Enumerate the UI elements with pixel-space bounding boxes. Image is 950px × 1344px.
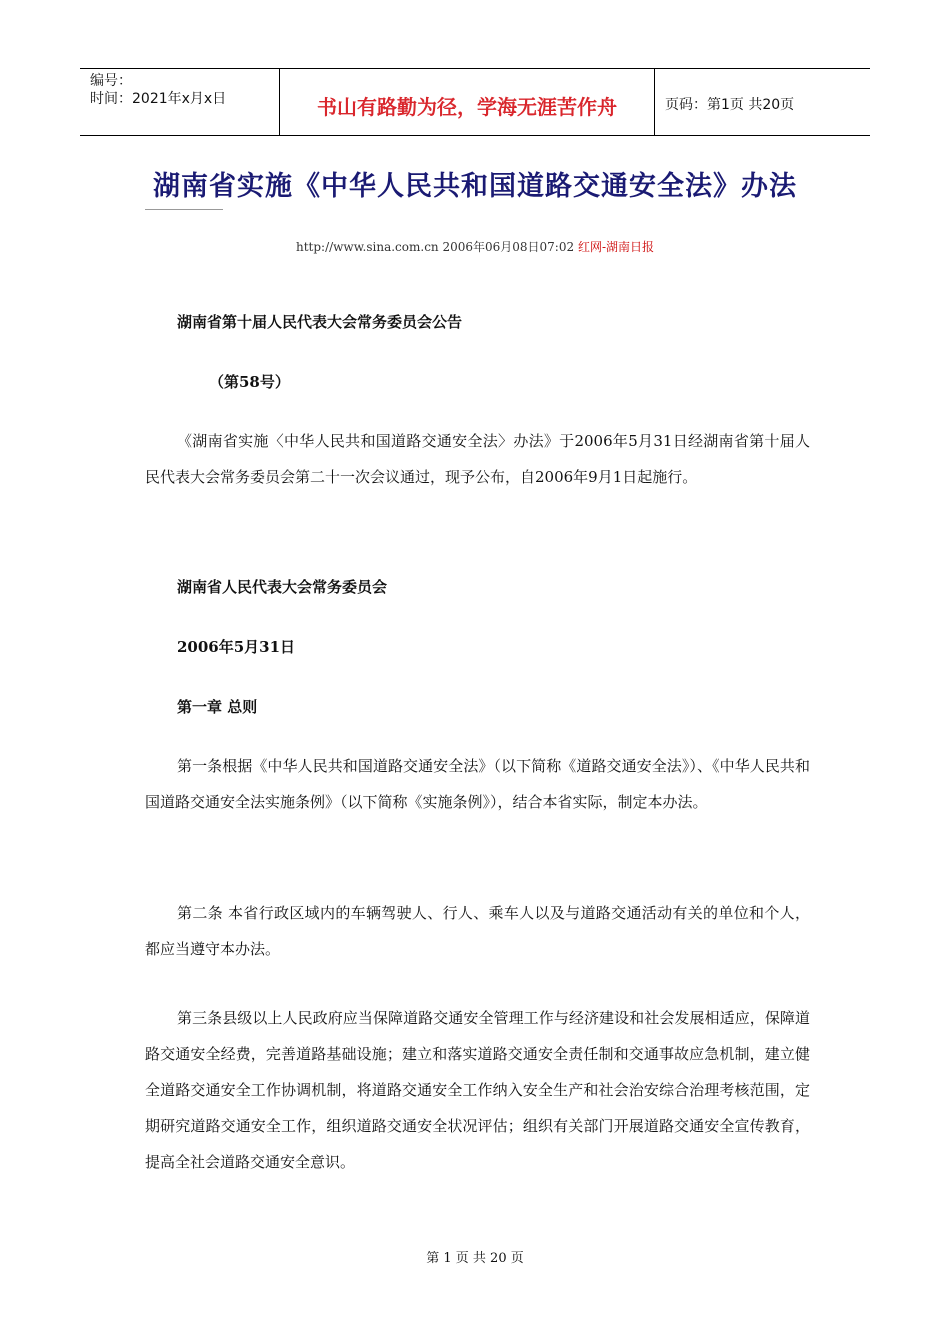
source-meta: http://www.sina.com.cn 2006年06月08日07:02 bbox=[295, 240, 575, 254]
issuer: 湖南省人民代表大会常务委员会 bbox=[177, 578, 388, 596]
time-label: 时间：2021年x月x日 bbox=[90, 91, 227, 107]
article-2: 第二条 本省行政区域内的车辆驾驶人、行人、乘车人以及与道路交通活动有关的单位和个人，都应当遵守本办法。 bbox=[145, 904, 810, 958]
page-header bbox=[80, 68, 870, 136]
preamble-paragraph: 《湖南省实施〈中华人民共和国道路交通安全法〉办法》于2006年5月31日经湖南省第十届人民代表大会常务委员会第二十一次会议通过，现予公布，自2006年9月1日起施行。 bbox=[145, 432, 810, 486]
article-1: 第一条根据《中华人民共和国道路交通安全法》（以下简称《道路交通安全法》）、《中华人民共和国道路交通安全法实施条例》（以下简称《实施条例》），结合本省实际，制定本办法。 bbox=[145, 757, 810, 811]
issue-date: 2006年5月31日 bbox=[177, 638, 296, 656]
chapter-heading: 第一章 总则 bbox=[177, 698, 258, 716]
number-label: 编号： bbox=[90, 73, 132, 89]
announcement-heading: 湖南省第十届人民代表大会常务委员会公告 bbox=[177, 313, 463, 331]
title-divider bbox=[145, 209, 223, 210]
article-3: 第三条县级以上人民政府应当保障道路交通安全管理工作与经济建设和社会发展相适应，保障道路交通安全经费，完善道路基础设施；建立和落实道路交通安全责任制和交通事故应急机制，建立健全道路交通安全工作协调机制，将道路交通安全工作纳入安全生产和社会治安综合治理考核范围，定期研究道路交通安全工作，组织道路交通安全状况评估；组织有关部门开展道路交通安全宣传教育，提高全社会道路交通安全意识。 bbox=[145, 1009, 810, 1171]
page-footer: 第 1 页 共 20 页 bbox=[426, 1251, 524, 1266]
header-page-info: 页码：第1页 共20页 bbox=[665, 97, 795, 113]
source-line bbox=[0, 238, 950, 255]
header-meta bbox=[80, 69, 280, 135]
announcement-number: （第58号） bbox=[209, 373, 290, 391]
document-title: 湖南省实施《中华人民共和国道路交通安全法》办法 bbox=[153, 171, 797, 202]
source-link[interactable]: 红网-湖南日报 bbox=[577, 240, 655, 254]
header-motto: 书山有路勤为径，学海无涯苦作舟 bbox=[280, 69, 655, 135]
